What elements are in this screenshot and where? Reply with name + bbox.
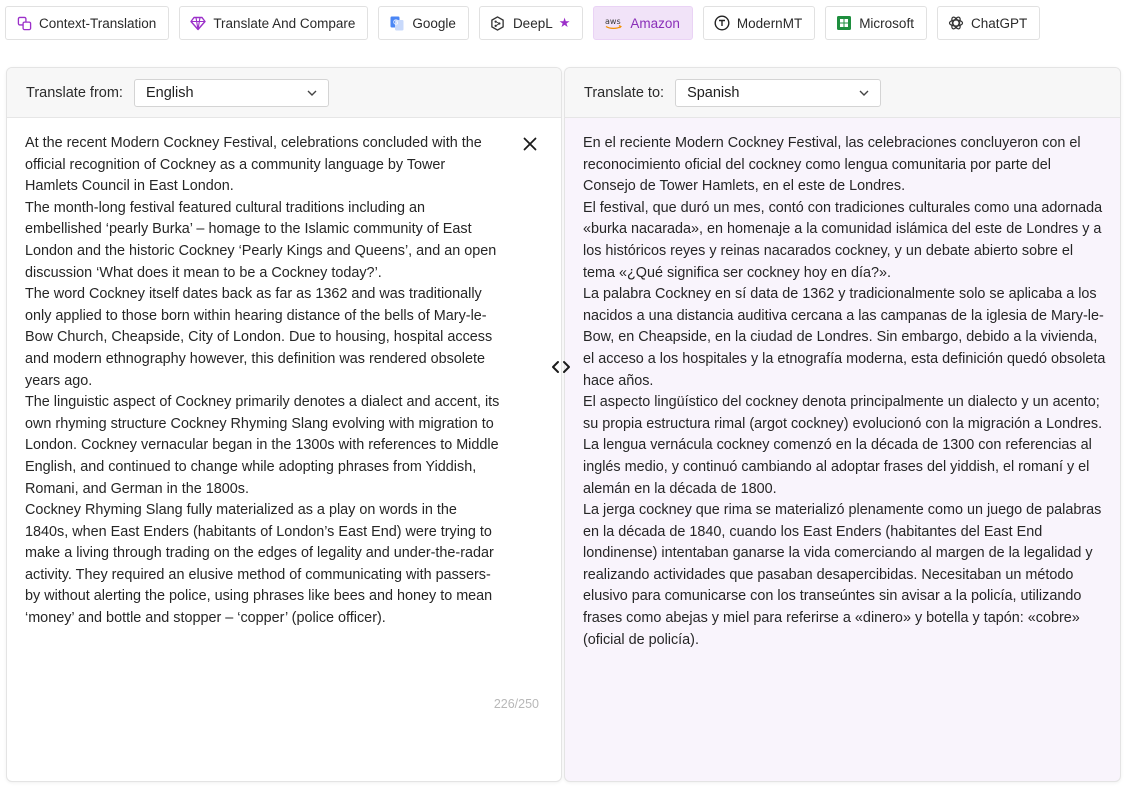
tab-label: Google bbox=[412, 15, 456, 31]
tab-context-translation[interactable] bbox=[5, 6, 169, 40]
target-paragraph: En el reciente Modern Cockney Festival, las celebraciones concluyeron con el reconocimiento oficial del cockney como lengua comunitaria por parte del Consejo de Tower Hamlets, en el este de Londres. bbox=[583, 135, 1081, 195]
translator-tabs bbox=[5, 6, 1040, 40]
svg-text:G: G bbox=[393, 18, 399, 26]
character-counter: 226/250 bbox=[493, 697, 539, 711]
target-language-select[interactable] bbox=[675, 79, 881, 107]
close-icon bbox=[523, 137, 537, 151]
source-language-select[interactable] bbox=[134, 79, 329, 107]
target-language-label: Translate to: bbox=[584, 84, 665, 101]
google-translate-icon bbox=[389, 15, 405, 31]
svg-text:aws: aws bbox=[605, 17, 622, 26]
target-paragraph: El aspecto lingüístico del cockney denota principalmente un dialecto y un acento; su propia estructura rimal (argot cockney) evolucionó con la migración a Londres. La lengua vernácula cockney comenzó en la década de 1300 con referencias al inglés medio, y continuó cambiando al adoptar frases del yiddish, el romaní y el alemán en la década de 1800. bbox=[583, 394, 1103, 497]
source-text-area[interactable] bbox=[25, 133, 501, 630]
target-paragraph: El festival, que duró un mes, contó con tradiciones culturales como una adornada «burka nacarada», en homenaje a la comunidad islámica del este de Londres y a los históricos reyes y reinas nacarados cockney, y un debate abierto sobre el tema «¿Qué significa ser cockney hoy en día?». bbox=[583, 199, 1103, 281]
modernmt-icon bbox=[714, 15, 730, 31]
swap-icon bbox=[551, 360, 571, 374]
tab-modernmt[interactable] bbox=[703, 6, 815, 40]
tab-label: Microsoft bbox=[859, 15, 914, 31]
source-panel bbox=[6, 67, 562, 782]
diamond-icon bbox=[190, 15, 206, 31]
tab-label: DeepL bbox=[512, 15, 553, 31]
tab-google[interactable] bbox=[378, 6, 469, 40]
star-icon: ★ bbox=[558, 15, 571, 30]
chevron-down-icon bbox=[306, 87, 318, 99]
swap-languages-button[interactable] bbox=[551, 357, 571, 377]
source-paragraph: At the recent Modern Cockney Festival, celebrations concluded with the official recognition of Cockney as a community language by Tower Hamlets Council in East London. bbox=[25, 135, 482, 195]
translation-output bbox=[583, 133, 1107, 651]
tab-deepl[interactable] bbox=[479, 6, 583, 40]
chevron-down-icon bbox=[858, 87, 870, 99]
aws-icon bbox=[604, 15, 623, 31]
microsoft-icon bbox=[836, 15, 852, 31]
source-paragraph: The linguistic aspect of Cockney primarily denotes a dialect and accent, its own rhyming structure Cockney Rhyming Slang evolving with migration to London. Cockney vernacular began in the 1300s with references to Middle English, and continued to change while adopting phrases from Yiddish, Romani, and German in the 1800s. bbox=[25, 394, 500, 497]
tab-label: Amazon bbox=[630, 15, 680, 31]
source-language-value: English bbox=[145, 84, 194, 101]
tab-amazon[interactable] bbox=[593, 6, 693, 40]
tab-label: ChatGPT bbox=[970, 15, 1028, 31]
tab-translate-and-compare[interactable] bbox=[179, 6, 368, 40]
source-paragraph: The month-long festival featured cultural traditions including an embellished ‘pearly Burka’ – homage to the Islamic community of East London and the historic Cockney ‘Pearly Kings and Queens’, and an open discussion ‘What does it mean to be a Cockney today?’. bbox=[25, 199, 497, 281]
source-paragraph: Cockney Rhyming Slang fully materialized as a play on words in the 1840s, when East Enders (habitants of London’s East End) were trying to make a living through trading on the edges of legality and under-the-radar activity. They required an elusive method of communicating with passers-by without alerting the police, using phrases like bees and honey to mean ‘money’ and bottle and stopper – ‘copper’ (police officer). bbox=[25, 502, 494, 627]
source-paragraph: The word Cockney itself dates back as far as 1362 and was traditionally only applied to those born within hearing distance of the bells of Mary-le-Bow Church, Cheapside, City of London. Due to housing, hospital access and modern ethnography however, this definition was rendered obsolete years ago. bbox=[25, 286, 493, 389]
tab-chatgpt[interactable] bbox=[937, 6, 1040, 40]
source-panel-header bbox=[7, 68, 561, 118]
clear-text-button[interactable] bbox=[521, 135, 539, 153]
tab-label: ModernMT bbox=[736, 15, 803, 31]
target-paragraph: La jerga cockney que rima se materializó plenamente como un juego de palabras en la década de 1840, cuando los East Enders (habitantes del East End londinense) intentaban ganarse la vida comerciando al margen de la legalidad y realizando actividades que pasaban desapercibidas. Necesitaban un método elusivo para comunicarse con los transeúntes sin avisar a la policía, utilizando frases como abejas y miel para referirse a «dinero» y botella y tapón: «cobre» (oficial de policía). bbox=[583, 502, 1102, 648]
source-language-label: Translate from: bbox=[26, 84, 123, 101]
tab-label: Context-Translation bbox=[39, 15, 157, 31]
tab-microsoft[interactable] bbox=[825, 6, 927, 40]
tab-label: Translate And Compare bbox=[213, 15, 356, 31]
context-translation-icon bbox=[16, 15, 32, 31]
target-panel-header bbox=[565, 68, 1120, 118]
target-panel bbox=[564, 67, 1121, 782]
chatgpt-icon bbox=[948, 15, 964, 31]
target-paragraph: La palabra Cockney en sí data de 1362 y tradicionalmente solo se aplicaba a los nacidos a una distancia auditiva cercana a las campanas de la iglesia de Mary-le-Bow, en Cheapside, en la ciudad de Londres. Sin embargo, debido a la vivienda, el acceso a los hospitales y la etnografía moderna, esta definición quedó obsoleta hace años. bbox=[583, 286, 1106, 389]
target-language-value: Spanish bbox=[687, 84, 740, 101]
deepl-icon bbox=[490, 15, 506, 31]
